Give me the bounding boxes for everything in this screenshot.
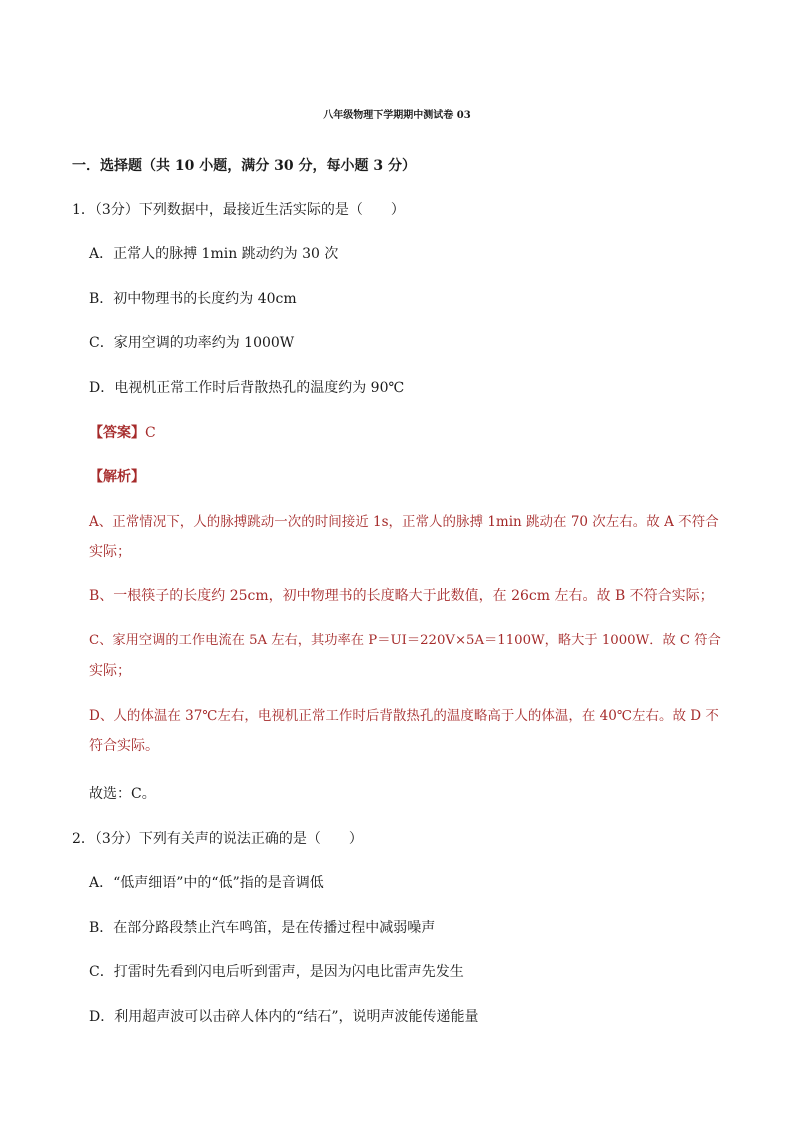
- question-2-option-b: B．在部分路段禁止汽车鸣笛，是在传播过程中减弱噪声: [89, 920, 436, 936]
- question-1-option-c: C．家用空调的功率约为 1000W: [89, 335, 295, 351]
- analysis-b-line1: B、一根筷子的长度约 25cm，初中物理书的长度略大于此数值，在 26cm 左右。故 B 不符合实际；: [89, 588, 714, 604]
- analysis-c-line2: 实际；: [89, 663, 131, 679]
- answer-line: [89, 423, 156, 443]
- page-title: 八年级物理下学期期中测试卷 03: [323, 110, 471, 121]
- question-1-option-b: B．初中物理书的长度约为 40cm: [89, 291, 297, 307]
- question-1-option-d: D．电视机正常工作时后背散热孔的温度约为 90℃: [89, 380, 405, 396]
- analysis-a-line1: A、正常情况下，人的脉搏跳动一次的时间接近 1s，正常人的脉搏 1min 跳动在 70 次左右。故 A 不符合: [89, 514, 719, 530]
- analysis-d-line2: 符合实际。: [89, 738, 159, 754]
- conclusion: 故选：C。: [89, 786, 156, 802]
- answer-value: C: [145, 425, 156, 441]
- question-2-stem: 2．（3分）下列有关声的说法正确的是（ ）: [72, 831, 363, 847]
- analysis-d-line1: D、人的体温在 37℃左右，电视机正常工作时后背散热孔的温度略高于人的体温，在 40℃左右。故 D 不: [89, 708, 719, 724]
- question-1-stem: 1．（3分）下列数据中，最接近生活实际的是（ ）: [72, 202, 405, 218]
- analysis-a-line2: 实际；: [89, 544, 131, 560]
- question-1-option-a: A．正常人的脉搏 1min 跳动约为 30 次: [89, 246, 339, 262]
- question-2-option-c: C．打雷时先看到闪电后听到雷声，是因为闪电比雷声先发生: [89, 964, 464, 980]
- answer-label: 【答案】: [89, 425, 145, 441]
- question-2-option-d: D．利用超声波可以击碎人体内的“结石”，说明声波能传递能量: [89, 1009, 479, 1025]
- question-2-option-a: A．“低声细语”中的“低”指的是音调低: [89, 875, 324, 891]
- analysis-label: 【解析】: [89, 469, 145, 485]
- analysis-c-line1: C、家用空调的工作电流在 5A 左右，其功率在 P＝UI＝220V×5A＝1100W，略大于 1000W．故 C 符合: [89, 633, 721, 648]
- section-heading: 一．选择题（共 10 小题，满分 30 分，每小题 3 分）: [72, 158, 416, 174]
